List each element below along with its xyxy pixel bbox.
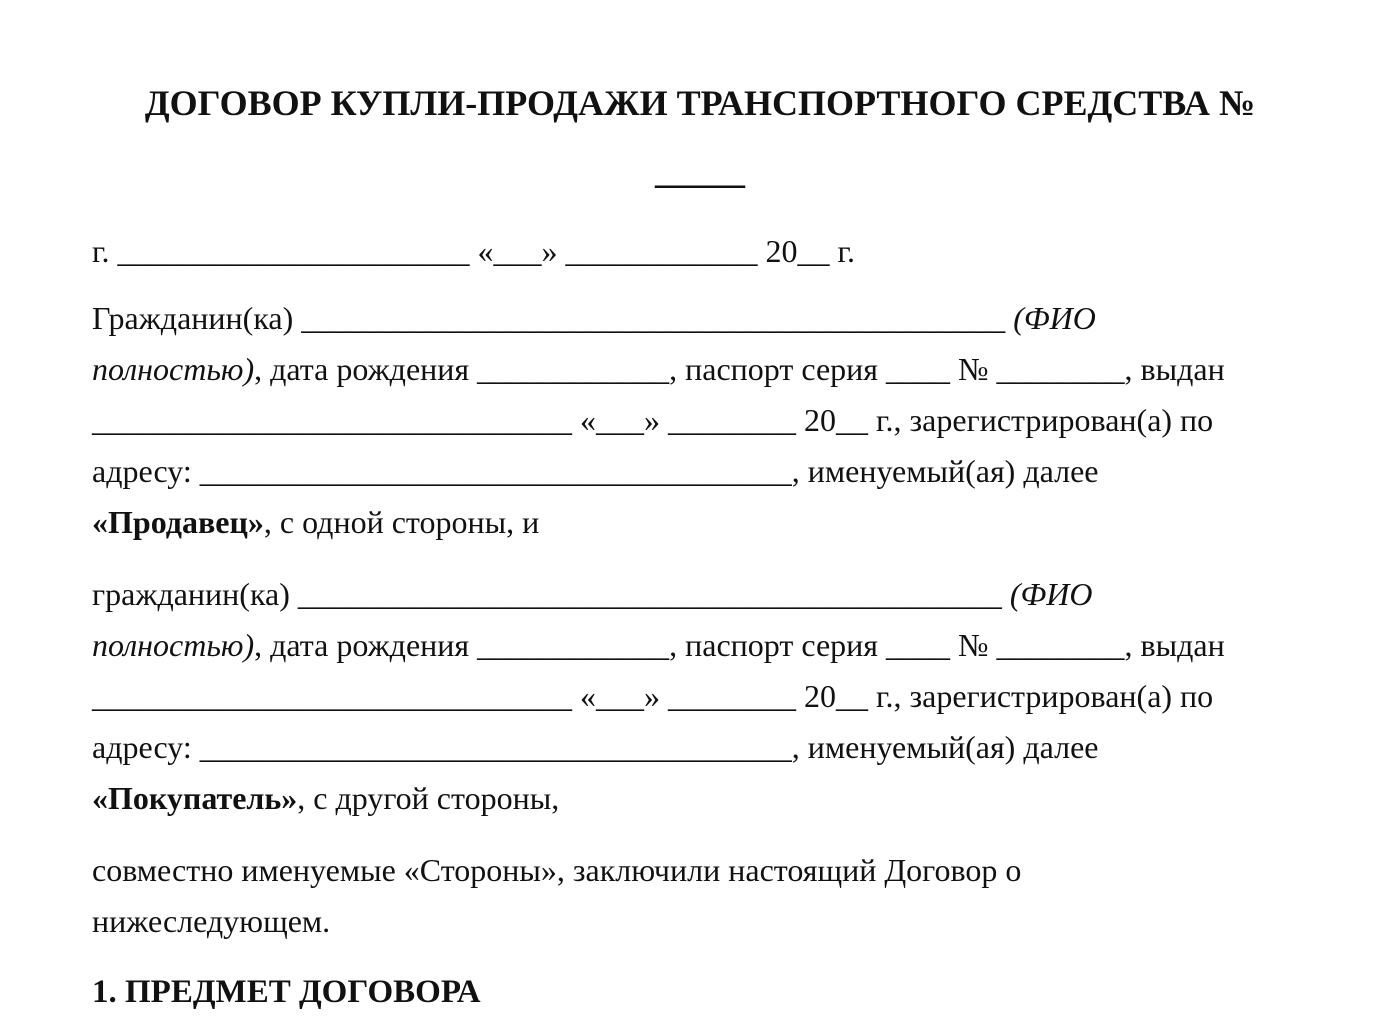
buyer-fio-note-1: (ФИО [1009, 576, 1093, 612]
seller-line-1: Гражданин(ка) ____________________________________________ [92, 300, 1014, 336]
document-title: ДОГОВОР КУПЛИ-ПРОДАЖИ ТРАНСПОРТНОГО СРЕДСТВА № [144, 83, 1256, 123]
joint-paragraph [92, 845, 1312, 947]
seller-fio-note-2: полностью) [92, 351, 255, 387]
buyer-role: «Покупатель» [92, 780, 298, 816]
seller-tail: , с одной стороны, и [263, 504, 540, 540]
buyer-line-2: , дата рождения ____________, паспорт серия ____ № ________, выдан [254, 627, 1225, 663]
contract-number-blank: _____ [655, 151, 745, 191]
joint-line-1: совместно именуемые «Стороны», заключили настоящий Договор о [92, 852, 1022, 888]
section-heading-1: 1. ПРЕДМЕТ ДОГОВОРА [92, 974, 481, 1010]
buyer-tail: , с другой стороны, [297, 780, 560, 816]
seller-fio-note-1: (ФИО [1013, 300, 1096, 336]
buyer-line-1: гражданин(ка) ____________________________________________ [92, 576, 1010, 612]
seller-paragraph [92, 293, 1312, 548]
buyer-fio-note-2: полностью) [92, 627, 255, 663]
joint-line-2: нижеследующем. [92, 903, 331, 939]
seller-line-4: адресу: _____________________________________, именуемый(ая) далее [92, 453, 1099, 489]
buyer-line-4: адресу: _____________________________________, именуемый(ая) далее [92, 729, 1099, 765]
seller-role: «Продавец» [92, 504, 264, 540]
city-date-line: г. ______________________ «___» ____________ 20__ г. [92, 233, 856, 269]
buyer-paragraph [92, 569, 1312, 824]
seller-line-2: , дата рождения ____________, паспорт серия ____ № ________, выдан [254, 351, 1225, 387]
seller-line-3: ______________________________ «___» ________ 20__ г., зарегистрирован(а) по [92, 402, 1214, 438]
buyer-line-3: ______________________________ «___» ________ 20__ г., зарегистрирован(а) по [92, 678, 1214, 714]
document-body [92, 226, 1312, 1018]
